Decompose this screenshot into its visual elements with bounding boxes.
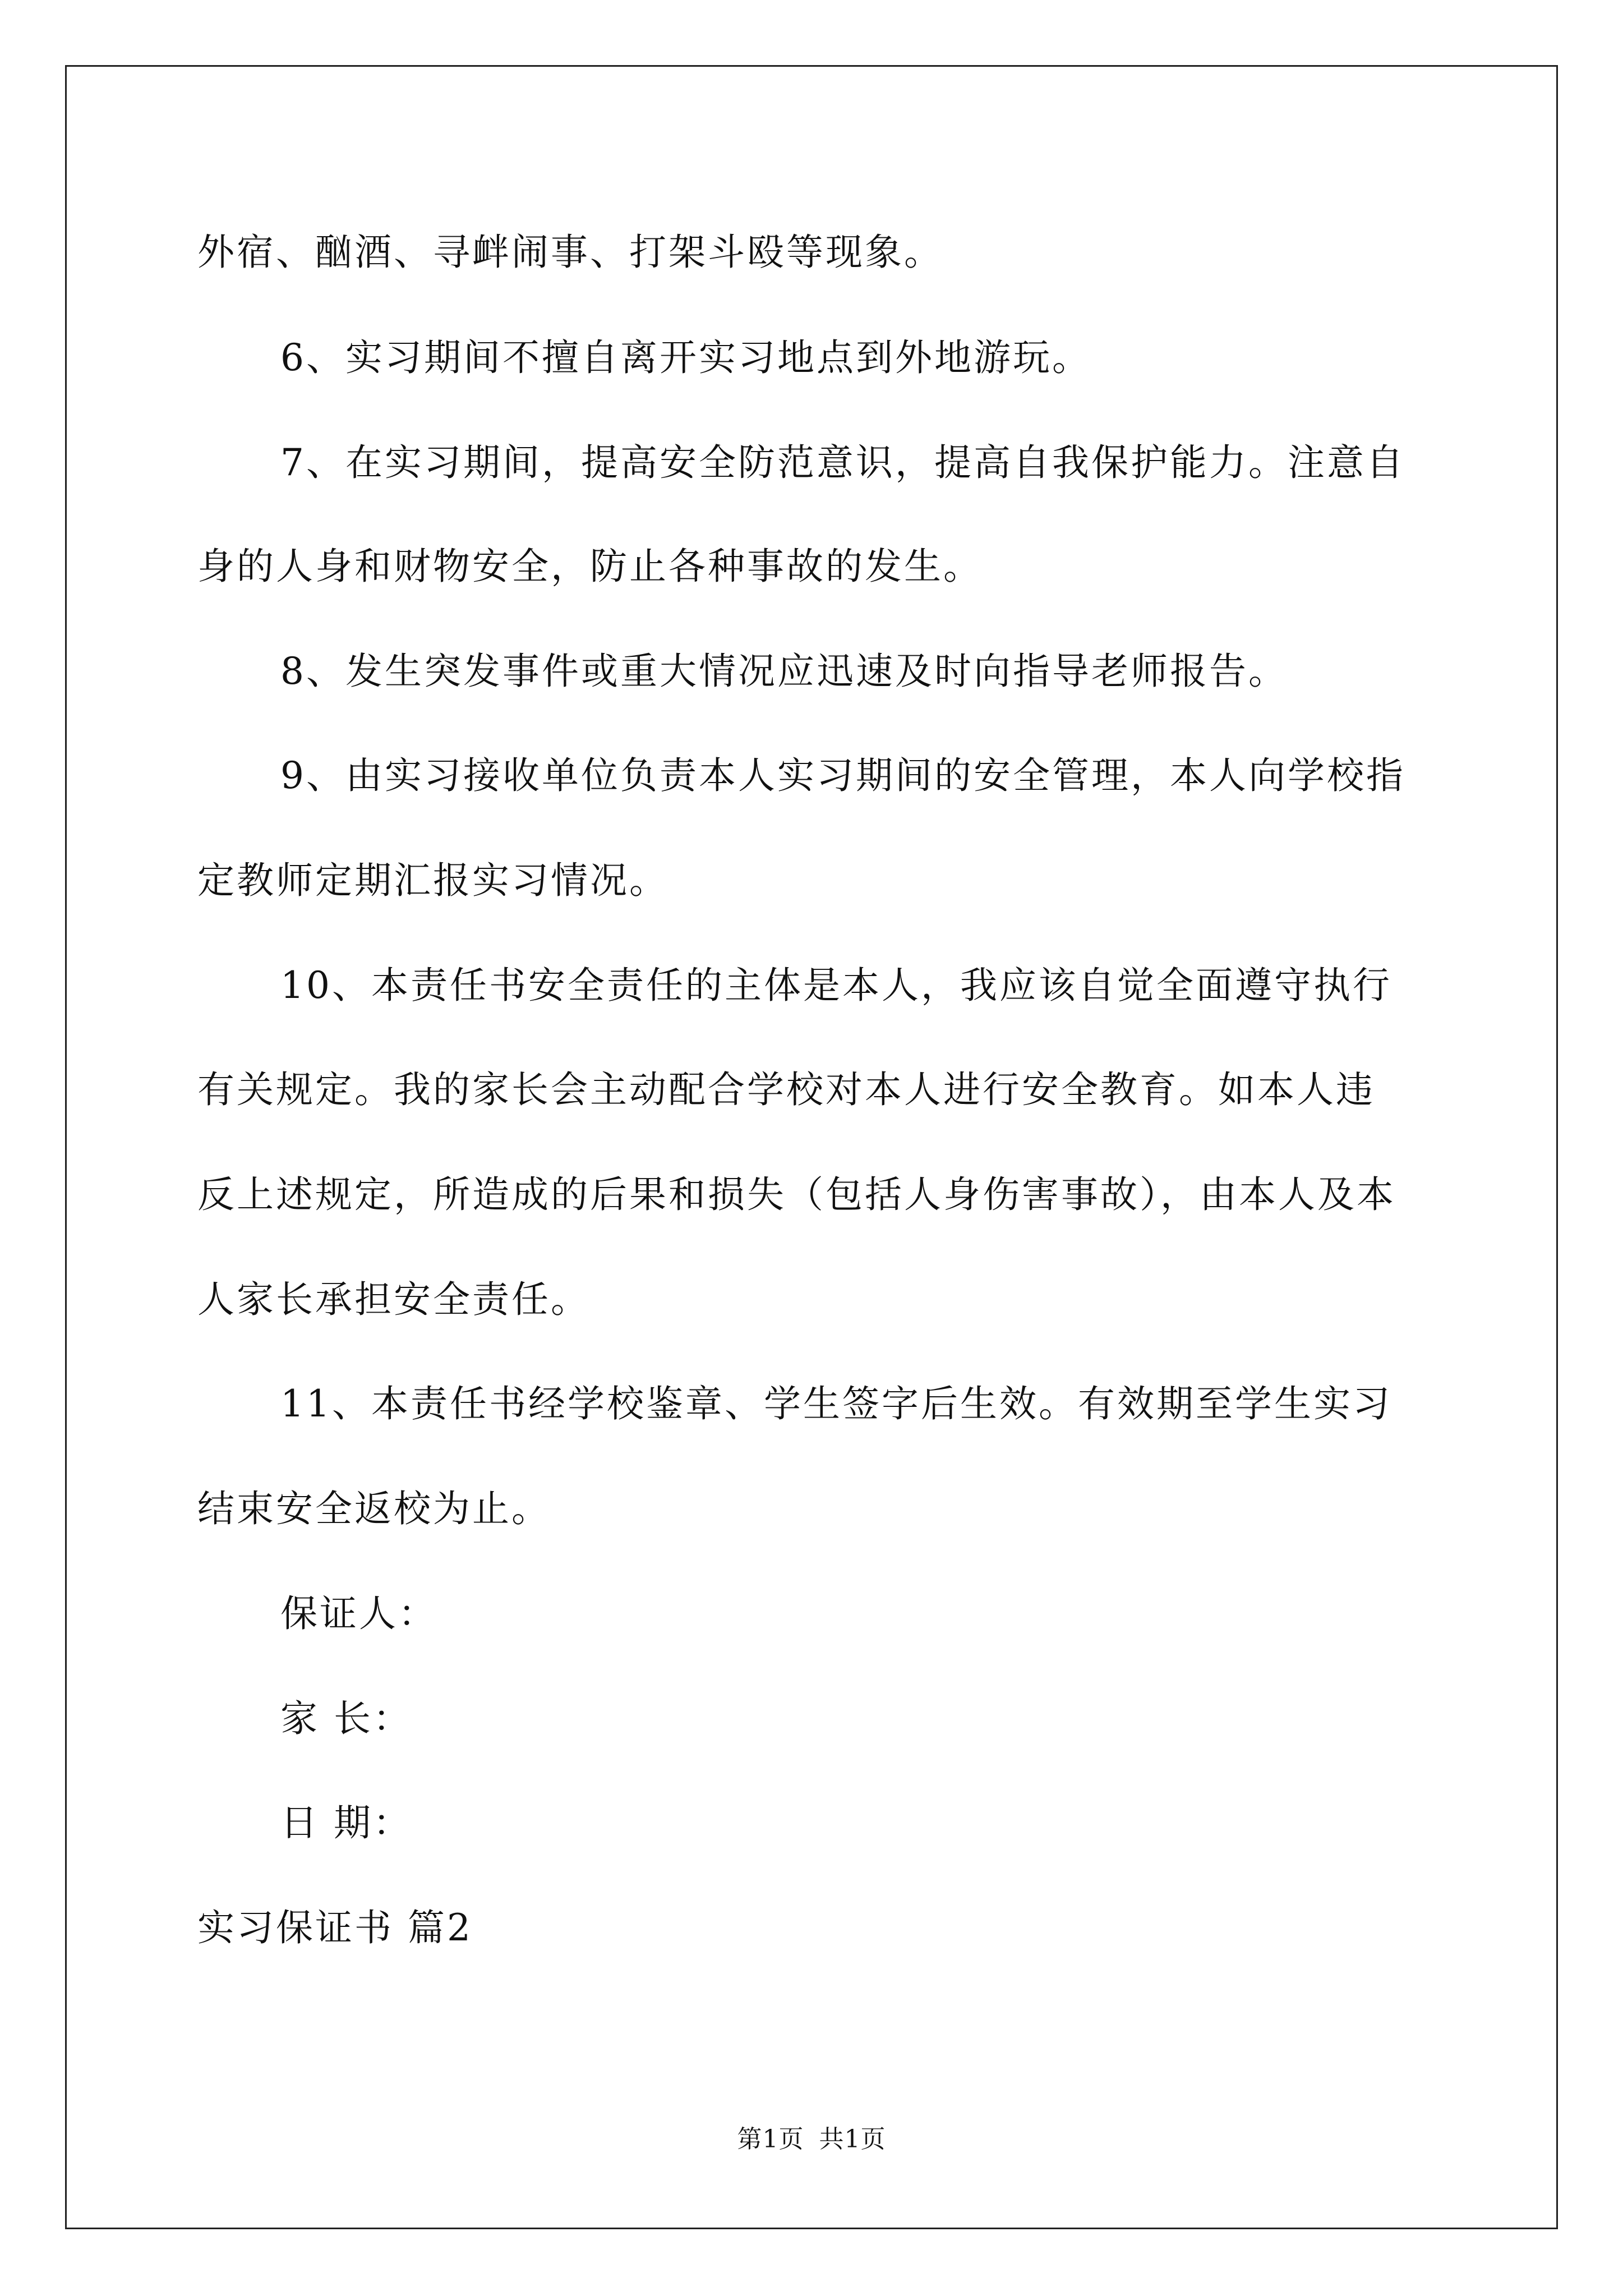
signature-parent-label: 家 长： <box>280 1697 412 1740</box>
text-line: 11、本责任书经学校鉴章、学生签字后生效。有效期至学生实习 <box>280 1382 1392 1425</box>
text-line: 7、在实习期间，提高安全防范意识，提高自我保护能力。注意自 <box>280 441 1405 484</box>
text-line: 有关规定。我的家长会主动配合学校对本人进行安全教育。如本人违 <box>197 1068 1375 1111</box>
page-number-current: 第1页 <box>737 2125 804 2154</box>
text-line: 反上述规定，所造成的后果和损失（包括人身伤害事故），由本人及本 <box>197 1173 1396 1216</box>
text-line: 身的人身和财物安全，防止各种事故的发生。 <box>197 545 983 588</box>
text-line: 人家长承担安全责任。 <box>197 1278 590 1321</box>
page-border <box>65 65 1558 2229</box>
section-heading: 实习保证书 篇2 <box>197 1906 473 1949</box>
page-footer <box>0 2124 1623 2155</box>
signature-guarantor-label: 保证人： <box>280 1592 437 1635</box>
signature-date-label: 日 期： <box>280 1801 412 1844</box>
text-line: 10、本责任书安全责任的主体是本人，我应该自觉全面遵守执行 <box>280 964 1392 1007</box>
text-line: 9、由实习接收单位负责本人实习期间的安全管理，本人向学校指 <box>280 754 1405 797</box>
text-line: 结束安全返校为止。 <box>197 1487 551 1530</box>
text-line: 6、实习期间不擅自离开实习地点到外地游玩。 <box>280 336 1091 379</box>
page-number-total: 共1页 <box>819 2125 886 2154</box>
text-line: 8、发生突发事件或重大情况应迅速及时向指导老师报告。 <box>280 650 1288 693</box>
text-line: 定教师定期汇报实习情况。 <box>197 859 668 902</box>
text-line: 外宿、酗酒、寻衅闹事、打架斗殴等现象。 <box>197 231 943 274</box>
